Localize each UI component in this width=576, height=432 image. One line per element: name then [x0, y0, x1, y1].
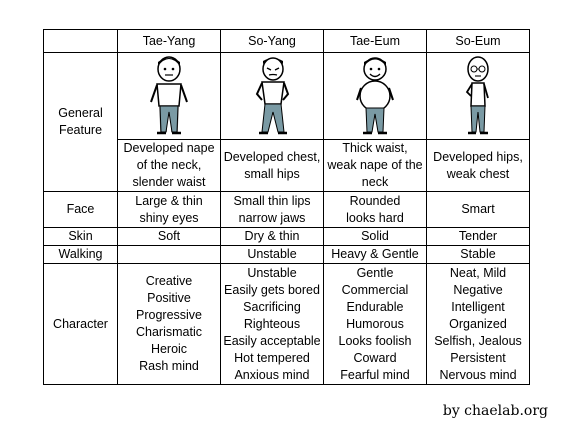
cartoon-figure-so-eum-icon — [452, 54, 504, 138]
figure-cell-tae-yang — [118, 53, 221, 140]
skin-row — [44, 228, 530, 246]
face-so-eum: Smart — [427, 192, 530, 228]
character-tae-eum: Gentle Commercial Endurable Humorous Looks foolish Coward Fearful mind — [324, 264, 427, 385]
character-so-eum: Neat, Mild Negative Intelligent Organized Selfish, Jealous Persistent Nervous mind — [427, 264, 530, 385]
row-label-general-feature: General Feature — [44, 53, 118, 192]
row-label-walking: Walking — [44, 246, 118, 264]
cartoon-figure-tae-eum-icon — [349, 54, 401, 138]
character-row — [44, 264, 530, 385]
face-so-yang: Small thin lips narrow jaws — [221, 192, 324, 228]
row-label-character: Character — [44, 264, 118, 385]
header-so-yang: So-Yang — [221, 30, 324, 53]
face-row — [44, 192, 530, 228]
desc-so-yang: Developed chest, small hips — [221, 140, 324, 192]
character-tae-yang: Creative Positive Progressive Charismatic Heroic Rash mind — [118, 264, 221, 385]
desc-tae-eum: Thick waist, weak nape of the neck — [324, 140, 427, 192]
skin-so-eum: Tender — [427, 228, 530, 246]
header-so-eum: So-Eum — [427, 30, 530, 53]
desc-tae-yang: Developed nape of the neck, slender waist — [118, 140, 221, 192]
header-row — [44, 30, 530, 53]
constitution-table — [43, 29, 530, 385]
face-tae-eum: Rounded looks hard — [324, 192, 427, 228]
figure-cell-tae-eum — [324, 53, 427, 140]
header-corner — [44, 30, 118, 53]
skin-so-yang: Dry & thin — [221, 228, 324, 246]
figure-cell-so-yang — [221, 53, 324, 140]
character-so-yang: Unstable Easily gets bored Sacrificing Righteous Easily acceptable Hot tempered Anxious mind — [221, 264, 324, 385]
header-tae-yang: Tae-Yang — [118, 30, 221, 53]
row-label-face: Face — [44, 192, 118, 228]
credit-text: by chaelab.org — [442, 403, 548, 419]
skin-tae-eum: Solid — [324, 228, 427, 246]
general-feature-image-row — [44, 53, 530, 140]
skin-tae-yang: Soft — [118, 228, 221, 246]
walking-tae-yang — [118, 246, 221, 264]
figure-cell-so-eum — [427, 53, 530, 140]
desc-so-eum: Developed hips, weak chest — [427, 140, 530, 192]
face-tae-yang: Large & thin shiny eyes — [118, 192, 221, 228]
header-tae-eum: Tae-Eum — [324, 30, 427, 53]
row-label-skin: Skin — [44, 228, 118, 246]
walking-so-eum: Stable — [427, 246, 530, 264]
walking-row — [44, 246, 530, 264]
cartoon-figure-tae-yang-icon — [143, 54, 195, 138]
cartoon-figure-so-yang-icon — [246, 54, 298, 138]
walking-so-yang: Unstable — [221, 246, 324, 264]
walking-tae-eum: Heavy & Gentle — [324, 246, 427, 264]
